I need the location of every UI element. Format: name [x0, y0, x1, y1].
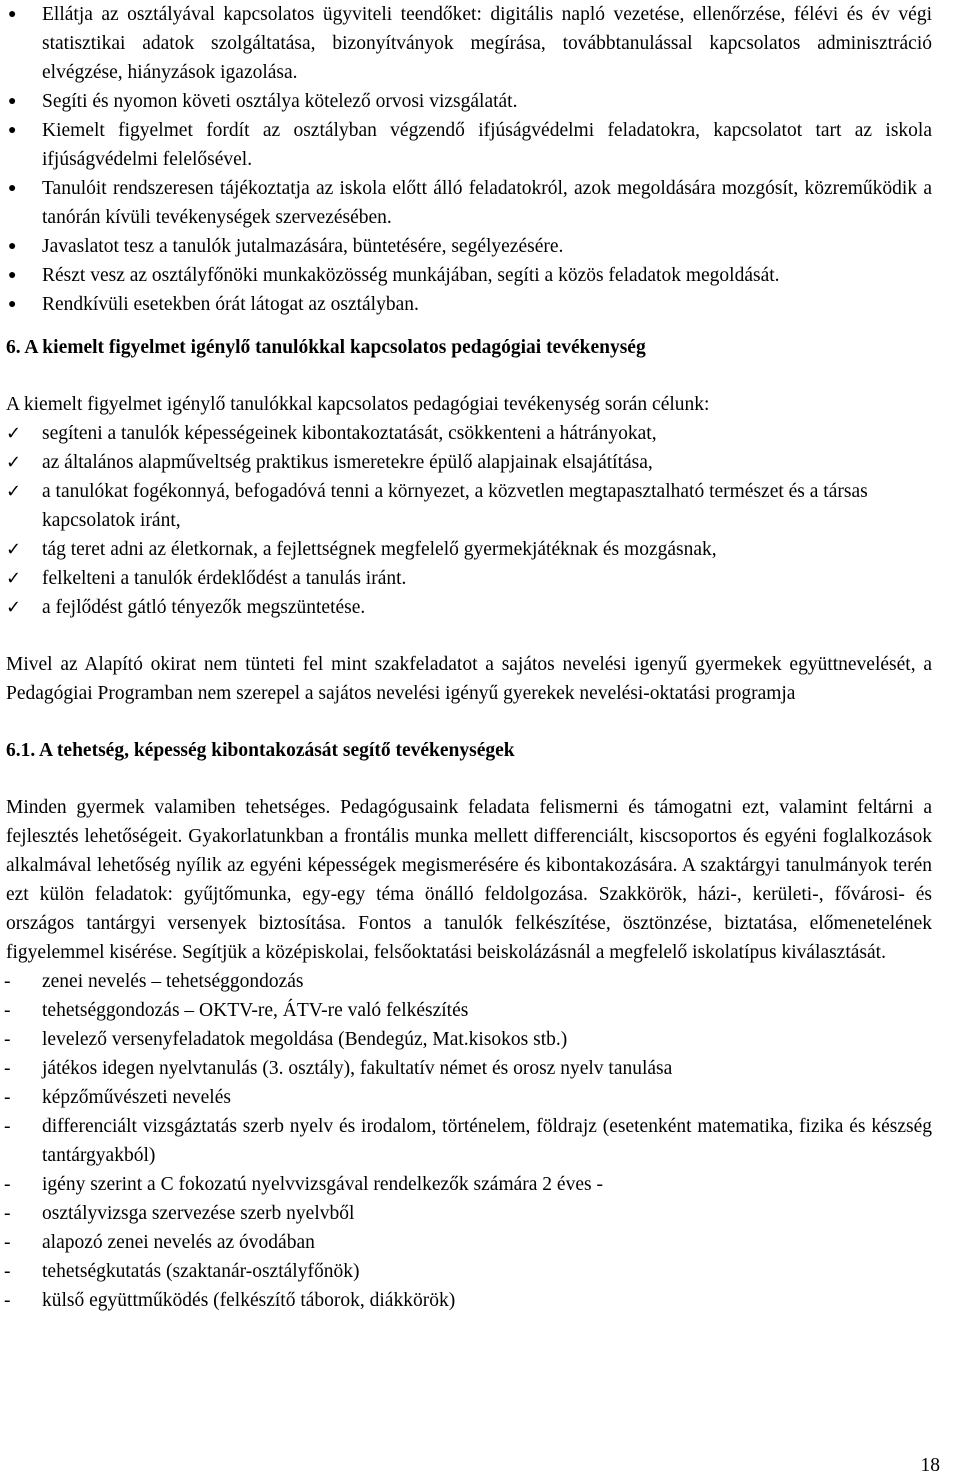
- bullet-icon: ●: [8, 123, 17, 138]
- list-item: [0, 419, 932, 448]
- goal-text: a tanulókat fogékonnyá, befogadóvá tenni a környezet, a közvetlen megtapasztalható természet és a társas kapcsolatok iránt,: [42, 481, 868, 531]
- list-item: [6, 174, 932, 232]
- dash-marker: -: [4, 1261, 11, 1282]
- list-item: [6, 261, 932, 290]
- list-item: [0, 477, 932, 535]
- page-number: 18: [920, 1455, 940, 1476]
- list-item: [0, 1170, 932, 1199]
- list-item: [6, 232, 932, 261]
- duties-list: [6, 0, 932, 319]
- activity-text: levelező versenyfeladatok megoldása (Bendegúz, Mat.kisokos stb.): [42, 1029, 568, 1050]
- duty-text: Javaslatot tesz a tanulók jutalmazására, büntetésére, segélyezésére.: [42, 236, 564, 257]
- duty-text: Kiemelt figyelmet fordít az osztályban végzendő ifjúságvédelmi feladatokra, kapcsolatot tart az iskola ifjúságvédelmi felelősével.: [42, 120, 932, 170]
- goal-text: segíteni a tanulók képességeinek kibontakoztatását, csökkenteni a hátrányokat,: [42, 423, 657, 444]
- duty-text: Segíti és nyomon követi osztálya kötelező orvosi vizsgálatát.: [42, 91, 518, 112]
- list-item: [6, 290, 932, 319]
- section-6-intro: A kiemelt figyelmet igénylő tanulókkal kapcsolatos pedagógiai tevékenység során célunk:: [6, 394, 710, 415]
- dash-marker: -: [4, 1029, 11, 1050]
- list-item: [0, 967, 932, 996]
- dash-marker: -: [4, 1203, 11, 1224]
- section-6-1-heading: 6.1. A tehetség, képesség kibontakozását segítő tevékenységek: [6, 740, 515, 761]
- duty-text: Tanulóit rendszeresen tájékoztatja az iskola előtt álló feladatokról, azok megoldására mozgósít, közreműködik a tanórán kívüli tevékenységek szervezésében.: [42, 178, 932, 228]
- goal-text: tág teret adni az életkornak, a fejlettségnek megfelelő gyermekjátéknak és mozgásnak,: [42, 539, 717, 560]
- goal-text: az általános alapműveltség praktikus ismeretekre épülő alapjainak elsajátítása,: [42, 452, 653, 473]
- check-icon: ✓: [6, 597, 22, 618]
- goal-text: felkelteni a tanulók érdeklődést a tanulás iránt.: [42, 568, 407, 589]
- list-item: [0, 996, 932, 1025]
- list-item: [0, 564, 932, 593]
- activity-text: zenei nevelés – tehetséggondozás: [42, 971, 304, 992]
- goal-text: a fejlődést gátló tényezők megszüntetése.: [42, 597, 366, 618]
- list-item: [0, 593, 932, 622]
- list-item: [0, 1025, 932, 1054]
- list-item: [0, 1199, 932, 1228]
- check-icon: ✓: [6, 423, 22, 444]
- section-6-1-paragraph: Minden gyermek valamiben tehetséges. Pedagógusaink feladata felismerni és támogatni ezt, valamint feltárni a fejlesztés lehetőségeit. Gyakorlatunkban a frontális munka mellett differenciált, kiscsoportos és egyéni foglalkozások alkalmával lehetőség nyílik az egyéni képességek megismerésére és kibontakozására. A szaktárgyi tanulmányok terén ezt külön feladatok: gyűjtőmunka, egy-egy téma önálló feldolgozása. Szakkörök, házi-, kerületi-, fővárosi- és országos tantárgyi versenyek biztosítása. Fontos a tanulók felkészítése, ösztönzése, biztatása, előmenetelének figyelemmel kisérése. Segítjük a középiskolai, felsőoktatási beiskolázásnál a megfelelő iskolatípus kiválasztását.: [6, 797, 932, 963]
- list-item: [0, 448, 932, 477]
- activity-text: tehetséggondozás – OKTV-re, ÁTV-re való felkészítés: [42, 1000, 469, 1021]
- dash-marker: -: [4, 1290, 11, 1311]
- bullet-icon: ●: [8, 239, 17, 254]
- duty-text: Részt vesz az osztályfőnöki munkaközösség munkájában, segíti a közös feladatok megoldását.: [42, 265, 780, 286]
- activity-text: alapozó zenei nevelés az óvodában: [42, 1232, 315, 1253]
- list-item: [6, 0, 932, 87]
- dash-marker: -: [4, 1000, 11, 1021]
- dash-marker: -: [4, 971, 11, 992]
- activity-text: külső együttműködés (felkészítő táborok, diákkörök): [42, 1290, 456, 1311]
- check-icon: ✓: [6, 481, 22, 502]
- bullet-icon: ●: [8, 94, 17, 109]
- activity-text: differenciált vizsgáztatás szerb nyelv és irodalom, történelem, földrajz (esetenként matematika, fizika és készség tantárgyakból): [42, 1116, 932, 1166]
- section-6-note: Mivel az Alapító okirat nem tünteti fel mint szakfeladatot a sajátos nevelési igenyű gyermekek együttnevelését, a Pedagógiai Programban nem szerepel a sajátos nevelési igényű gyerekek nevelési-oktatási programja: [6, 654, 932, 704]
- list-item: [6, 87, 932, 116]
- bullet-icon: ●: [8, 297, 17, 312]
- list-item: [6, 116, 932, 174]
- check-icon: ✓: [6, 452, 22, 473]
- duty-text: Ellátja az osztályával kapcsolatos ügyviteli teendőket: digitális napló vezetése, ellenőrzése, félévi és év végi statisztikai adatok szolgáltatása, bizonyítványok megírása, továbbtanulással kapcsolatos adminisztráció elvégzése, hiányzások igazolása.: [42, 4, 932, 83]
- activity-text: játékos idegen nyelvtanulás (3. osztály), fakultatív német és orosz nyelv tanulása: [42, 1058, 673, 1079]
- list-item: [0, 1228, 932, 1257]
- bullet-icon: ●: [8, 181, 17, 196]
- check-icon: ✓: [6, 568, 22, 589]
- activity-text: képzőművészeti nevelés: [42, 1087, 231, 1108]
- activity-text: igény szerint a C fokozatú nyelvvizsgával rendelkezők számára 2 éves -: [42, 1174, 603, 1195]
- list-item: [0, 1083, 932, 1112]
- bullet-icon: ●: [8, 268, 17, 283]
- activity-text: tehetségkutatás (szaktanár-osztályfőnök): [42, 1261, 360, 1282]
- activity-text: osztályvizsga szervezése szerb nyelvből: [42, 1203, 355, 1224]
- goals-list: [0, 419, 932, 622]
- bullet-icon: ●: [8, 7, 17, 22]
- check-icon: ✓: [6, 539, 22, 560]
- list-item: [0, 1257, 932, 1286]
- activities-list: [0, 967, 932, 1315]
- section-6-heading: 6. A kiemelt figyelmet igénylő tanulókkal kapcsolatos pedagógiai tevékenység: [6, 337, 646, 358]
- list-item: [0, 1054, 932, 1083]
- list-item: [0, 1112, 932, 1170]
- page-content: [6, 0, 932, 1315]
- dash-marker: -: [4, 1174, 11, 1195]
- dash-marker: -: [4, 1116, 11, 1137]
- list-item: [0, 1286, 932, 1315]
- duty-text: Rendkívüli esetekben órát látogat az osztályban.: [42, 294, 419, 315]
- dash-marker: -: [4, 1058, 11, 1079]
- dash-marker: -: [4, 1232, 11, 1253]
- dash-marker: -: [4, 1087, 11, 1108]
- list-item: [0, 535, 932, 564]
